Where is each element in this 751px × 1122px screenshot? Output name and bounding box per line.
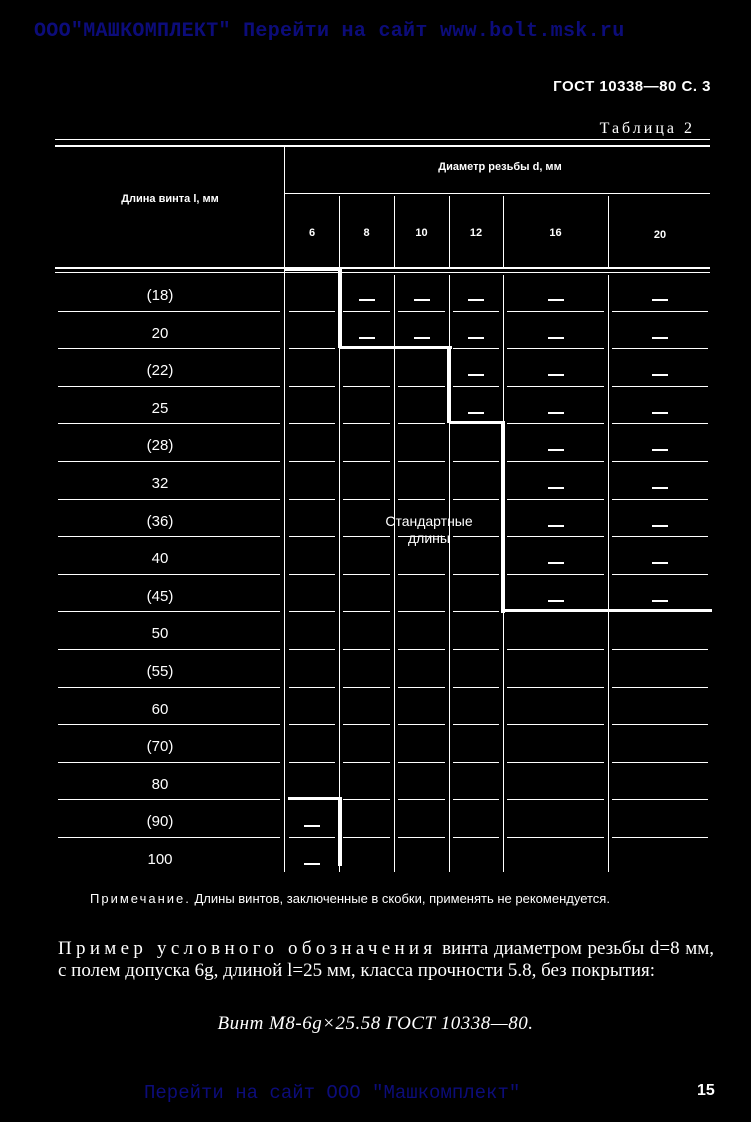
cell-rule bbox=[453, 461, 499, 462]
cell-rule bbox=[289, 724, 335, 725]
diameter-column-header: 6 bbox=[308, 227, 316, 239]
not-applicable-dash bbox=[468, 337, 484, 339]
cell-rule bbox=[507, 499, 604, 500]
cell-rule bbox=[507, 574, 604, 575]
cell-rule bbox=[343, 499, 390, 500]
column-divider bbox=[339, 275, 340, 872]
example-text: винта диаметром резьбы d=8 мм, с полем допуска 6g, длиной l=25 мм, класса прочности 5.8, без покрытия: bbox=[58, 938, 715, 981]
diameter-column-header: 16 bbox=[549, 227, 562, 239]
cell-rule bbox=[343, 687, 390, 688]
length-row-label: (28) bbox=[146, 437, 174, 454]
cell-rule bbox=[507, 837, 604, 838]
row-rule bbox=[58, 762, 280, 763]
cell-rule bbox=[453, 837, 499, 838]
row-rule bbox=[58, 799, 280, 800]
row-rule bbox=[58, 386, 280, 387]
not-applicable-dash bbox=[548, 299, 564, 301]
boundary-segment bbox=[288, 797, 342, 800]
cell-rule bbox=[453, 386, 499, 387]
header-column-divider bbox=[394, 196, 395, 268]
header-separator bbox=[285, 193, 710, 194]
diameter-header: Диаметр резьбы d, мм bbox=[438, 161, 562, 173]
cell-rule bbox=[398, 386, 445, 387]
length-row-label: 50 bbox=[151, 625, 169, 642]
header-bottom-rule bbox=[55, 267, 710, 269]
not-applicable-dash bbox=[652, 562, 668, 564]
cell-rule bbox=[289, 649, 335, 650]
not-applicable-dash bbox=[548, 600, 564, 602]
standard-lengths-label: Стандартные длины bbox=[385, 513, 473, 546]
boundary-segment bbox=[285, 268, 341, 271]
cell-rule bbox=[343, 423, 390, 424]
cell-rule bbox=[612, 837, 708, 838]
length-row-label: (45) bbox=[146, 588, 174, 605]
cell-rule bbox=[398, 687, 445, 688]
not-applicable-dash bbox=[652, 412, 668, 414]
standard-header: ГОСТ 10338—80 С. 3 bbox=[553, 78, 711, 95]
cell-rule bbox=[398, 423, 445, 424]
cell-rule bbox=[612, 649, 708, 650]
length-row-label: 40 bbox=[151, 550, 169, 567]
not-applicable-dash bbox=[652, 487, 668, 489]
length-row-label: 100 bbox=[147, 851, 173, 868]
length-row-label: (90) bbox=[146, 813, 174, 830]
length-row-label: 20 bbox=[151, 325, 169, 342]
cell-rule bbox=[289, 386, 335, 387]
column-divider bbox=[608, 275, 609, 872]
not-applicable-dash bbox=[468, 299, 484, 301]
not-applicable-dash bbox=[652, 449, 668, 451]
cell-rule bbox=[343, 611, 390, 612]
note-label: Примечание. bbox=[90, 891, 191, 906]
cell-rule bbox=[398, 311, 445, 312]
cell-rule bbox=[343, 574, 390, 575]
cell-rule bbox=[398, 837, 445, 838]
cell-rule bbox=[507, 461, 604, 462]
cell-rule bbox=[612, 348, 708, 349]
header-column-divider bbox=[608, 196, 609, 268]
designation-example bbox=[58, 938, 714, 982]
boundary-segment bbox=[447, 346, 451, 423]
not-applicable-dash bbox=[548, 412, 564, 414]
cell-rule bbox=[453, 499, 499, 500]
row-rule bbox=[58, 724, 280, 725]
cell-rule bbox=[398, 611, 445, 612]
row-rule bbox=[58, 499, 280, 500]
boundary-segment bbox=[503, 609, 712, 612]
not-applicable-dash bbox=[414, 337, 430, 339]
cell-rule bbox=[398, 799, 445, 800]
cell-rule bbox=[343, 837, 390, 838]
not-applicable-dash bbox=[548, 562, 564, 564]
cell-rule bbox=[453, 611, 499, 612]
cell-rule bbox=[343, 461, 390, 462]
cell-rule bbox=[507, 724, 604, 725]
cell-rule bbox=[343, 311, 390, 312]
cell-rule bbox=[507, 311, 604, 312]
cell-rule bbox=[507, 799, 604, 800]
cell-rule bbox=[289, 611, 335, 612]
boundary-segment bbox=[449, 421, 505, 424]
cell-rule bbox=[612, 423, 708, 424]
example-lead: Пример условного обозначения bbox=[58, 938, 437, 959]
length-row-label: 25 bbox=[151, 400, 169, 417]
length-row-label: 32 bbox=[151, 475, 169, 492]
row-rule bbox=[58, 649, 280, 650]
diameter-column-header: 20 bbox=[653, 229, 667, 241]
header-column-divider bbox=[339, 196, 340, 268]
table-note bbox=[90, 890, 716, 907]
table-top-rule-2 bbox=[55, 145, 710, 147]
cell-rule bbox=[612, 386, 708, 387]
header-column-divider bbox=[449, 196, 450, 268]
not-applicable-dash bbox=[414, 299, 430, 301]
row-rule bbox=[58, 536, 280, 537]
not-applicable-dash bbox=[468, 412, 484, 414]
cell-rule bbox=[453, 574, 499, 575]
cell-rule bbox=[612, 724, 708, 725]
cell-rule bbox=[289, 574, 335, 575]
cell-rule bbox=[398, 724, 445, 725]
header-bottom-rule-2 bbox=[55, 272, 710, 273]
not-applicable-dash bbox=[548, 487, 564, 489]
cell-rule bbox=[453, 724, 499, 725]
note-text: Длины винтов, заключенные в скобки, применять не рекомендуется. bbox=[194, 891, 610, 906]
cell-rule bbox=[398, 574, 445, 575]
not-applicable-dash bbox=[304, 863, 320, 865]
length-row-label: (55) bbox=[146, 663, 174, 680]
cell-rule bbox=[343, 649, 390, 650]
not-applicable-dash bbox=[652, 374, 668, 376]
row-rule bbox=[58, 348, 280, 349]
cell-rule bbox=[507, 762, 604, 763]
boundary-segment bbox=[338, 797, 342, 866]
row-rule bbox=[58, 311, 280, 312]
cell-rule bbox=[289, 499, 335, 500]
row-rule bbox=[58, 423, 280, 424]
cell-rule bbox=[507, 687, 604, 688]
cell-rule bbox=[612, 687, 708, 688]
cell-rule bbox=[507, 536, 604, 537]
not-applicable-dash bbox=[548, 449, 564, 451]
cell-rule bbox=[453, 649, 499, 650]
cell-rule bbox=[398, 499, 445, 500]
not-applicable-dash bbox=[548, 374, 564, 376]
cell-rule bbox=[612, 762, 708, 763]
table-top-rule bbox=[55, 139, 710, 140]
not-applicable-dash bbox=[468, 374, 484, 376]
not-applicable-dash bbox=[652, 299, 668, 301]
cell-rule bbox=[453, 762, 499, 763]
row-rule bbox=[58, 574, 280, 575]
cell-rule bbox=[507, 386, 604, 387]
cell-rule bbox=[343, 799, 390, 800]
cell-rule bbox=[343, 762, 390, 763]
row-rule bbox=[58, 837, 280, 838]
cell-rule bbox=[398, 649, 445, 650]
site-link-top[interactable]: ООО"МАШКОМПЛЕКТ" Перейти на сайт www.bolt.msk.ru bbox=[34, 20, 625, 43]
cell-rule bbox=[398, 762, 445, 763]
cell-rule bbox=[612, 461, 708, 462]
not-applicable-dash bbox=[652, 525, 668, 527]
cell-rule bbox=[612, 536, 708, 537]
not-applicable-dash bbox=[548, 525, 564, 527]
boundary-segment bbox=[340, 346, 452, 349]
cell-rule bbox=[343, 386, 390, 387]
cell-rule bbox=[289, 348, 335, 349]
cell-rule bbox=[289, 461, 335, 462]
cell-rule bbox=[289, 423, 335, 424]
diameter-column-header: 10 bbox=[415, 227, 428, 239]
cell-rule bbox=[612, 574, 708, 575]
length-row-label: (22) bbox=[146, 362, 174, 379]
length-row-label: (36) bbox=[146, 513, 174, 530]
table-title: Таблица 2 bbox=[599, 120, 695, 137]
header-column-divider bbox=[503, 196, 504, 268]
length-row-label: (70) bbox=[146, 738, 174, 755]
not-applicable-dash bbox=[548, 337, 564, 339]
boundary-segment bbox=[501, 421, 505, 613]
cell-rule bbox=[453, 799, 499, 800]
site-link-bottom[interactable]: Перейти на сайт ООО "Машкомплект" bbox=[144, 1082, 521, 1104]
length-row-label: 60 bbox=[151, 701, 169, 718]
cell-rule bbox=[343, 724, 390, 725]
row-rule bbox=[58, 611, 280, 612]
cell-rule bbox=[453, 311, 499, 312]
cell-rule bbox=[453, 348, 499, 349]
not-applicable-dash bbox=[652, 600, 668, 602]
cell-rule bbox=[289, 837, 335, 838]
cell-rule bbox=[453, 687, 499, 688]
length-row-label: 80 bbox=[151, 776, 169, 793]
designation-formula: Винт М8-6g×25.58 ГОСТ 10338—80. bbox=[217, 1013, 534, 1034]
diameter-column-header: 12 bbox=[469, 227, 483, 239]
not-applicable-dash bbox=[359, 299, 375, 301]
row-rule bbox=[58, 687, 280, 688]
cell-rule bbox=[507, 423, 604, 424]
cell-rule bbox=[507, 649, 604, 650]
cell-rule bbox=[612, 499, 708, 500]
cell-rule bbox=[507, 348, 604, 349]
column-separator-main bbox=[284, 145, 285, 872]
not-applicable-dash bbox=[652, 337, 668, 339]
cell-rule bbox=[398, 461, 445, 462]
page-number: 15 bbox=[697, 1082, 715, 1099]
not-applicable-dash bbox=[304, 825, 320, 827]
cell-rule bbox=[289, 311, 335, 312]
boundary-segment bbox=[338, 268, 342, 348]
column-divider bbox=[394, 275, 395, 872]
cell-rule bbox=[289, 762, 335, 763]
row-rule bbox=[58, 461, 280, 462]
not-applicable-dash bbox=[359, 337, 375, 339]
cell-rule bbox=[612, 799, 708, 800]
cell-rule bbox=[612, 311, 708, 312]
length-row-label: (18) bbox=[146, 287, 174, 304]
length-column-header: Длина винта l, мм bbox=[121, 193, 219, 205]
cell-rule bbox=[289, 687, 335, 688]
diameter-column-header: 8 bbox=[363, 227, 370, 239]
cell-rule bbox=[289, 536, 335, 537]
